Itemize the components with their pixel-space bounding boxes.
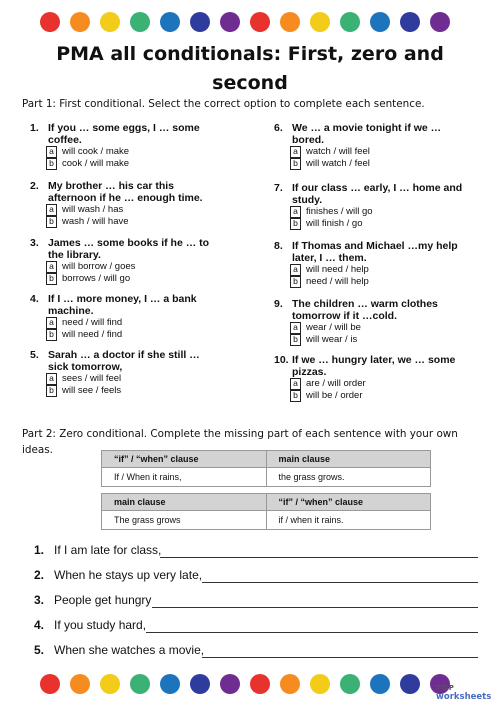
option-letter-b[interactable]: b	[46, 329, 57, 341]
question-stem	[274, 298, 464, 322]
option-letter-a[interactable]: a	[290, 146, 301, 158]
question-item	[30, 180, 220, 227]
table-header-cell: “if” / “when” clause	[102, 451, 267, 468]
decorative-dot	[250, 674, 270, 694]
question-number: 3.	[30, 237, 39, 249]
option-text[interactable]: will be / order	[306, 389, 363, 401]
table-header-cell: main clause	[102, 494, 267, 511]
option-b[interactable]	[290, 390, 464, 402]
option-b[interactable]	[290, 158, 464, 170]
answer-input[interactable]	[152, 593, 478, 608]
option-a[interactable]	[290, 264, 464, 276]
decorative-dot	[310, 12, 330, 32]
question-number: 6.	[274, 122, 283, 134]
question-item	[30, 237, 220, 284]
decorative-dot	[40, 674, 60, 694]
sentence-prompt: People get hungry	[54, 593, 152, 607]
line-number: 3.	[34, 593, 45, 607]
decorative-dot	[220, 12, 240, 32]
option-b[interactable]	[46, 158, 220, 170]
question-text: If we … hungry later, we … some pizzas.	[292, 354, 456, 378]
option-text[interactable]: cook / will make	[62, 157, 130, 169]
completion-row	[34, 617, 480, 635]
option-a[interactable]	[46, 261, 220, 273]
question-stem	[274, 182, 464, 206]
question-number: 9.	[274, 298, 283, 310]
option-letter-a[interactable]: a	[46, 204, 57, 216]
option-letter-a[interactable]: a	[290, 206, 301, 218]
decorative-dot	[160, 674, 180, 694]
logo-top-text: TOP	[436, 684, 455, 692]
option-text[interactable]: are / will order	[306, 378, 366, 389]
part1-heading: Part 1: First conditional. Select the correct option to complete each sentence.	[22, 98, 425, 110]
decorative-dot	[130, 12, 150, 32]
sentence-prompt: If I am late for class,	[54, 543, 162, 557]
decorative-dot	[430, 12, 450, 32]
decorative-dot	[310, 674, 330, 694]
decorative-dot	[70, 12, 90, 32]
question-text: If you … some eggs, I … some coffee.	[48, 122, 200, 146]
option-text[interactable]: will watch / feel	[306, 157, 370, 169]
option-letter-b[interactable]: b	[290, 334, 301, 346]
question-text: Sarah … a doctor if she still … sick tomorrow,	[48, 349, 200, 373]
completion-row	[34, 592, 480, 610]
question-number: 1.	[30, 122, 39, 134]
decorative-dot	[190, 12, 210, 32]
option-a[interactable]	[46, 204, 220, 216]
answer-input[interactable]	[146, 618, 478, 633]
table-cell: the grass grows.	[266, 468, 431, 487]
option-b[interactable]	[290, 334, 464, 346]
example-table-if-first	[101, 450, 431, 487]
option-letter-b[interactable]: b	[46, 216, 57, 228]
question-item	[30, 122, 220, 169]
question-text: My brother … his car this afternoon if he … enough time.	[48, 180, 203, 204]
option-b[interactable]	[46, 329, 220, 341]
option-text[interactable]: will wash / has	[62, 204, 124, 215]
table-header-cell: main clause	[266, 451, 431, 468]
decorative-dot	[370, 12, 390, 32]
decorative-dot	[70, 674, 90, 694]
option-text[interactable]: sees / will feel	[62, 373, 122, 384]
decorative-dot	[400, 674, 420, 694]
decorative-dot	[340, 674, 360, 694]
option-a[interactable]	[46, 373, 220, 385]
question-item	[274, 240, 464, 287]
option-text[interactable]: need / will find	[62, 317, 123, 328]
option-letter-a[interactable]: a	[46, 261, 57, 273]
line-number: 1.	[34, 543, 45, 557]
option-b[interactable]	[290, 218, 464, 230]
option-b[interactable]	[46, 216, 220, 228]
logo-bottom-text: worksheets	[436, 692, 492, 702]
question-item	[274, 122, 464, 169]
question-number: 2.	[30, 180, 39, 192]
line-number: 4.	[34, 618, 45, 632]
option-letter-a[interactable]: a	[46, 373, 57, 385]
decorative-dot	[100, 12, 120, 32]
option-letter-b[interactable]: b	[290, 390, 301, 402]
answer-input[interactable]	[202, 568, 478, 583]
sentence-prompt: If you study hard,	[54, 618, 147, 632]
question-number: 5.	[30, 349, 39, 361]
option-a[interactable]	[46, 317, 220, 329]
decorative-dot	[160, 12, 180, 32]
table-cell: If / When it rains,	[102, 468, 267, 487]
question-stem	[274, 354, 464, 378]
option-text[interactable]: will cook / make	[62, 146, 130, 157]
table-header-cell: “if” / “when” clause	[266, 494, 431, 511]
bottom-dot-border	[40, 674, 460, 694]
option-letter-a[interactable]: a	[290, 378, 301, 390]
question-stem	[274, 240, 464, 264]
question-stem	[30, 293, 220, 317]
option-letter-b[interactable]: b	[46, 385, 57, 397]
option-letter-a[interactable]: a	[46, 317, 57, 329]
decorative-dot	[340, 12, 360, 32]
completion-row	[34, 642, 480, 660]
option-b[interactable]	[290, 276, 464, 288]
option-a[interactable]	[290, 322, 464, 334]
decorative-dot	[40, 12, 60, 32]
question-stem	[274, 122, 464, 146]
option-letter-b[interactable]: b	[290, 158, 301, 170]
option-a[interactable]	[290, 206, 464, 218]
option-text[interactable]: will wear / is	[306, 333, 358, 345]
decorative-dot	[220, 674, 240, 694]
option-text[interactable]: watch / will feel	[306, 146, 370, 157]
option-a[interactable]	[46, 146, 220, 158]
question-text: The children … warm clothes tomorrow if it …cold.	[292, 298, 438, 322]
question-number: 10.	[274, 354, 289, 366]
decorative-dot	[190, 674, 210, 694]
decorative-dot	[280, 12, 300, 32]
question-stem	[30, 349, 220, 373]
option-text[interactable]: will need / find	[62, 328, 123, 340]
option-text[interactable]: will borrow / goes	[62, 261, 136, 272]
option-text[interactable]: borrows / will go	[62, 272, 131, 284]
topworksheets-logo	[436, 684, 496, 702]
decorative-dot	[250, 12, 270, 32]
option-letter-b[interactable]: b	[290, 218, 301, 230]
option-letter-b[interactable]: b	[46, 273, 57, 285]
top-dot-border	[40, 12, 460, 32]
option-text[interactable]: will finish / go	[306, 217, 363, 229]
table-cell: if / when it rains.	[266, 511, 431, 530]
option-text[interactable]: will need / help	[306, 264, 369, 275]
option-b[interactable]	[46, 273, 220, 285]
question-number: 4.	[30, 293, 39, 305]
question-number: 7.	[274, 182, 283, 194]
option-text[interactable]: need / will help	[306, 275, 369, 287]
option-text[interactable]: wear / will be	[306, 322, 361, 333]
question-text: James … some books if he … to the library.	[48, 237, 210, 261]
option-a[interactable]	[290, 146, 464, 158]
option-a[interactable]	[290, 378, 464, 390]
option-text[interactable]: finishes / will go	[306, 206, 373, 217]
answer-input[interactable]	[202, 643, 478, 658]
part2-heading: Part 2: Zero conditional. Complete the missing part of each sentence with your own ideas.	[22, 428, 458, 456]
decorative-dot	[100, 674, 120, 694]
completion-row	[34, 542, 480, 560]
answer-input[interactable]	[160, 543, 478, 558]
option-letter-a[interactable]: a	[46, 146, 57, 158]
question-text: If our class … early, I … home and study.	[292, 182, 463, 206]
option-text[interactable]: will see / feels	[62, 384, 122, 396]
question-text: We … a movie tonight if we … bored.	[292, 122, 442, 146]
question-text: If I … more money, I … a bank machine.	[48, 293, 197, 317]
question-text: If Thomas and Michael …my help later, I … them.	[292, 240, 458, 264]
sentence-prompt: When she watches a movie,	[54, 643, 205, 657]
decorative-dot	[400, 12, 420, 32]
option-letter-a[interactable]: a	[290, 322, 301, 334]
example-table-main-first	[101, 493, 431, 530]
completion-row	[34, 567, 480, 585]
option-b[interactable]	[46, 385, 220, 397]
question-item	[274, 182, 464, 229]
decorative-dot	[370, 674, 390, 694]
line-number: 2.	[34, 568, 45, 582]
option-text[interactable]: wash / will have	[62, 215, 129, 227]
option-letter-b[interactable]: b	[46, 158, 57, 170]
decorative-dot	[130, 674, 150, 694]
question-stem	[30, 180, 220, 204]
question-stem	[30, 122, 220, 146]
question-stem	[30, 237, 220, 261]
question-item	[30, 349, 220, 396]
line-number: 5.	[34, 643, 45, 657]
sentence-prompt: When he stays up very late,	[54, 568, 203, 582]
question-item	[274, 298, 464, 345]
option-letter-b[interactable]: b	[290, 276, 301, 288]
question-item	[274, 354, 464, 401]
question-number: 8.	[274, 240, 283, 252]
question-item	[30, 293, 220, 340]
decorative-dot	[280, 674, 300, 694]
option-letter-a[interactable]: a	[290, 264, 301, 276]
table-cell: The grass grows	[102, 511, 267, 530]
page-title: PMA all conditionals: First, zero and second	[56, 43, 444, 94]
